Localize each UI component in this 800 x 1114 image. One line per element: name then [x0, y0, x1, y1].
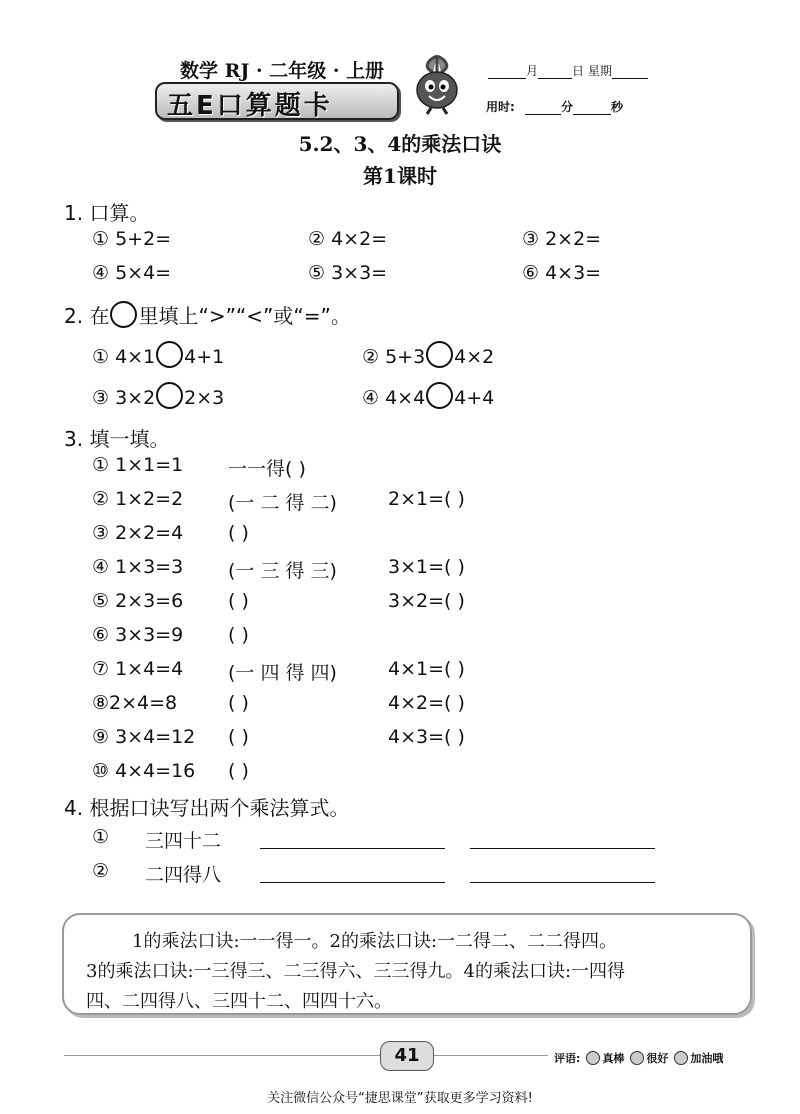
grin-face-icon	[586, 1051, 600, 1065]
effort-face-icon	[674, 1051, 688, 1065]
compare-circle[interactable]	[156, 341, 183, 368]
q3-heading: 3. 填一填。	[64, 427, 170, 451]
eval-great: 真棒	[602, 1052, 625, 1065]
circle-blank-icon	[110, 301, 137, 328]
q2-right: 4+4	[454, 387, 495, 409]
q3-reverse[interactable]: 4×1=( )	[388, 658, 465, 680]
q2-heading	[64, 300, 351, 329]
q3-equation: ⑤ 2×3=6	[92, 590, 184, 612]
q3-reverse[interactable]: 2×1=( )	[388, 488, 465, 510]
footer-note: 关注微信公众号“捷思课堂”获取更多学习资料!	[267, 1091, 533, 1106]
q1-item: ③ 2×2=	[522, 228, 602, 250]
q3-rhyme: (一 四 得 四)	[228, 662, 337, 684]
footer-rule	[64, 1055, 380, 1056]
eval-try: 加油哦	[690, 1052, 724, 1065]
q3-rhyme[interactable]: ( )	[228, 726, 249, 748]
q3-rhyme[interactable]: 一一得( )	[228, 458, 306, 480]
minute-label: 分	[561, 100, 574, 114]
second-label: 秒	[611, 100, 624, 114]
q3-equation: ⑨ 3×4=12	[92, 726, 196, 748]
q2-heading-a: 2. 在	[64, 304, 110, 328]
q1-item: ⑥ 4×3=	[522, 262, 602, 284]
evaluation	[554, 1050, 723, 1066]
q1-item: ② 4×2=	[308, 228, 388, 250]
compare-circle[interactable]	[426, 341, 453, 368]
q3-rhyme[interactable]: ( )	[228, 692, 249, 714]
lesson-subtitle: 第1课时	[363, 164, 437, 188]
tip-line-3: 四、二四得八、三四十二、四四十六。	[86, 991, 392, 1012]
q4-rhyme: 二四得八	[145, 864, 222, 886]
compare-circle[interactable]	[426, 382, 453, 409]
q1-item: ④ 5×4=	[92, 262, 172, 284]
q3-reverse[interactable]: 4×3=( )	[388, 726, 465, 748]
radish-mascot-icon	[405, 52, 469, 116]
q2-left: ② 5+3	[362, 346, 426, 368]
subject-label: 数学 RJ · 二年级 · 上册	[180, 60, 385, 82]
eval-good: 很好	[646, 1052, 669, 1065]
q2-heading-b: 里填上“>”“<”或“=”。	[138, 304, 351, 328]
answer-line[interactable]	[470, 848, 655, 849]
q4-rhyme: 三四十二	[145, 830, 222, 852]
q3-reverse[interactable]: 4×2=( )	[388, 692, 465, 714]
q3-equation: ⑥ 3×3=9	[92, 624, 184, 646]
tip-line-2: 3的乘法口诀:一三得三、二三得六、三三得九。4的乘法口诀:一四得	[86, 961, 626, 982]
answer-line[interactable]	[260, 848, 445, 849]
q1-item: ① 5+2=	[92, 228, 172, 250]
q2-right: 4×2	[454, 346, 495, 368]
q2-left: ④ 4×4	[362, 387, 426, 409]
q2-item	[92, 382, 224, 409]
month-label: 月	[526, 64, 539, 78]
q3-equation: ⑩ 4×4=16	[92, 760, 196, 782]
q2-item	[362, 382, 494, 409]
compare-circle[interactable]	[156, 382, 183, 409]
q3-reverse[interactable]: 3×1=( )	[388, 556, 465, 578]
q2-item	[362, 341, 494, 368]
q3-reverse[interactable]: 3×2=( )	[388, 590, 465, 612]
tip-box	[62, 913, 752, 1015]
q3-equation: ② 1×2=2	[92, 488, 184, 510]
time-label: 用时:	[486, 100, 515, 114]
q2-right: 4+1	[184, 346, 225, 368]
q3-rhyme[interactable]: ( )	[228, 522, 249, 544]
q4-heading: 4. 根据口诀写出两个乘法算式。	[64, 796, 350, 820]
q3-rhyme: (一 二 得 二)	[228, 492, 337, 514]
q2-right: 2×3	[184, 387, 225, 409]
answer-line[interactable]	[260, 882, 445, 883]
answer-line[interactable]	[470, 882, 655, 883]
q3-equation: ④ 1×3=3	[92, 556, 184, 578]
q3-rhyme[interactable]: ( )	[228, 590, 249, 612]
eval-label: 评语:	[554, 1052, 581, 1065]
q3-rhyme[interactable]: ( )	[228, 760, 249, 782]
day-label: 日 星期	[572, 64, 612, 78]
q3-rhyme[interactable]: ( )	[228, 624, 249, 646]
q3-rhyme: (一 三 得 三)	[228, 560, 337, 582]
q2-left: ③ 3×2	[92, 387, 156, 409]
smile-face-icon	[630, 1051, 644, 1065]
q4-number: ②	[92, 860, 110, 882]
q2-left: ① 4×1	[92, 346, 156, 368]
q1-item: ⑤ 3×3=	[308, 262, 388, 284]
q4-number: ①	[92, 826, 110, 848]
q3-equation: ① 1×1=1	[92, 454, 184, 476]
date-line	[488, 62, 648, 79]
page-number: 41	[380, 1041, 434, 1071]
q2-item	[92, 341, 224, 368]
footer-rule	[432, 1055, 548, 1056]
q3-equation: ⑧2×4=8	[92, 692, 178, 714]
tip-line-1: 1的乘法口诀:一一得一。2的乘法口诀:一二得二、二二得四。	[132, 931, 618, 952]
logo	[155, 82, 399, 120]
logo-text: 五E口算题卡	[167, 91, 333, 121]
q1-heading: 1. 口算。	[64, 201, 150, 225]
time-line	[486, 98, 623, 115]
q3-equation: ⑦ 1×4=4	[92, 658, 184, 680]
q3-equation: ③ 2×2=4	[92, 522, 184, 544]
lesson-title: 5.2、3、4的乘法口诀	[298, 132, 502, 156]
